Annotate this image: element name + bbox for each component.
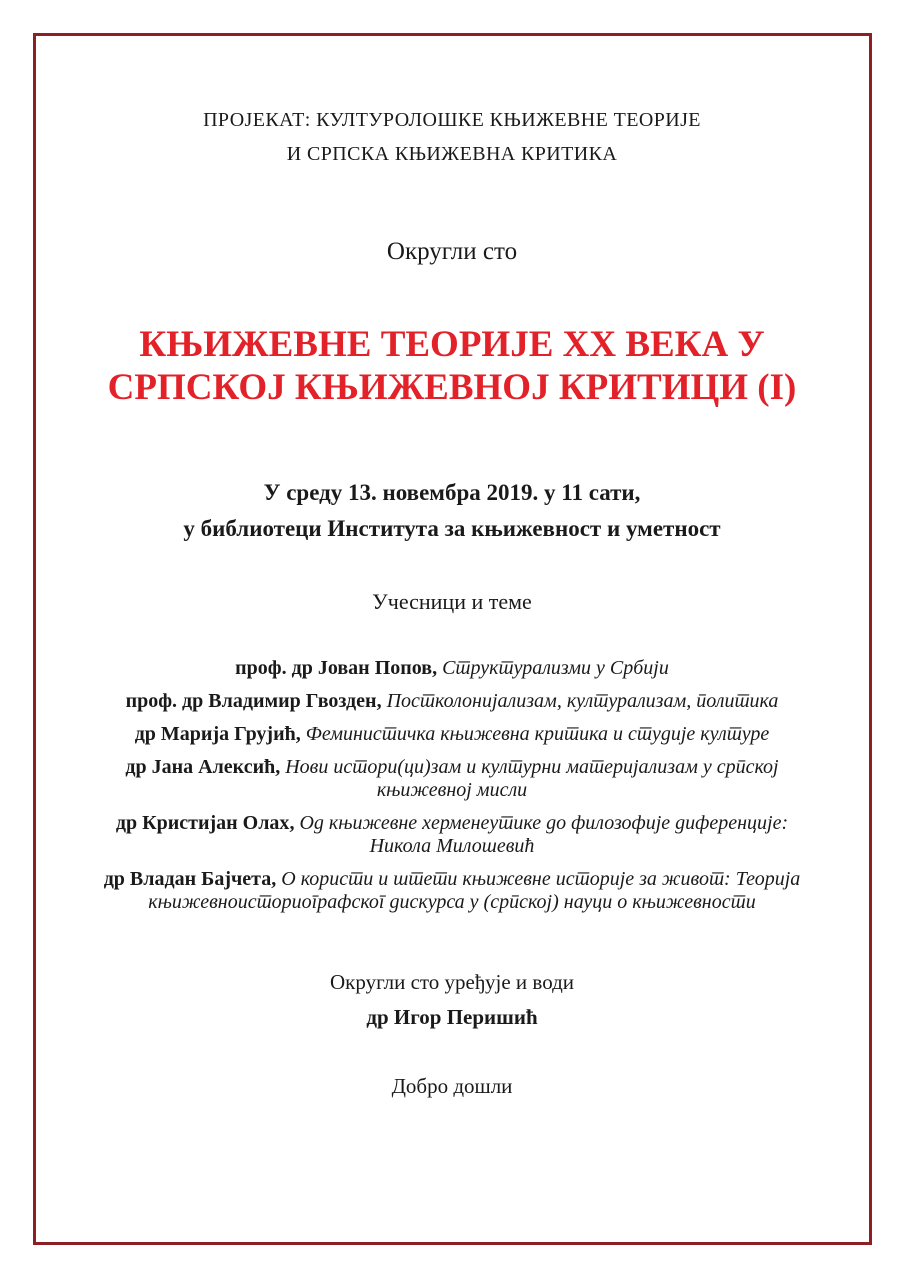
participant-topic: Од књижевне херменеутике до филозофије диференције: Никола Милошевић — [299, 812, 789, 857]
participant-entry — [100, 756, 804, 802]
name-topic-separator: , — [295, 723, 301, 745]
participant-topic: Феминистичка књижевна критика и студије културе — [305, 723, 770, 745]
event-type-label: Округли сто — [386, 238, 518, 265]
name-topic-separator: , — [275, 756, 281, 778]
participants-heading: Учесници и теме — [372, 589, 532, 614]
moderator-name: др Игор Перишић — [366, 1005, 538, 1029]
participant-entry — [100, 723, 804, 746]
participant-entry — [100, 657, 804, 680]
event-location: у библиотеци Института за књижевност и уметност — [183, 516, 721, 541]
main-title-line-1: КЊИЖЕВНЕ ТЕОРИЈЕ XX ВЕКА У — [139, 324, 765, 365]
participant-name: др Јана Алексић — [125, 756, 276, 778]
participant-topic: Нови истори(ци)зам и културни материјализам у српској књижевној мисли — [285, 756, 779, 801]
moderator-label: Округли сто уређује и води — [329, 970, 575, 994]
participant-name: др Марија Грујић — [134, 723, 296, 745]
participant-name: проф. др Јован Попов — [235, 657, 433, 679]
participant-entry — [100, 868, 804, 914]
participant-topic: О користи и штети књижевне историје за живот: Теорија књижевноисториографског дискурса у (српској) науци о књижевности — [148, 868, 801, 913]
document-content — [100, 0, 804, 1099]
name-topic-separator: , — [376, 690, 382, 712]
event-datetime: У среду 13. новембра 2019. у 11 сати, — [263, 480, 641, 505]
participant-name: др Владан Бајчета — [103, 868, 272, 890]
participant-name: проф. др Владимир Гвозден — [125, 690, 377, 712]
name-topic-separator: , — [432, 657, 438, 679]
main-title — [100, 323, 804, 409]
participant-entry — [100, 690, 804, 713]
participant-topic: Структурализми у Србији — [442, 657, 669, 679]
name-topic-separator: , — [271, 868, 277, 890]
participant-topic: Постколонијализам, културализам, политика — [386, 690, 779, 712]
project-title-line-1: ПРОЈЕКАТ: КУЛТУРОЛОШКЕ КЊИЖЕВНЕ ТЕОРИЈЕ — [203, 109, 701, 131]
main-title-line-2: СРПСКОЈ КЊИЖЕВНОЈ КРИТИЦИ (I) — [107, 367, 797, 408]
participant-name: др Кристијан Олах — [115, 812, 290, 834]
welcome-message: Добро дошли — [391, 1074, 513, 1098]
name-topic-separator: , — [289, 812, 295, 834]
participant-entry — [100, 812, 804, 858]
participants-list — [100, 657, 804, 914]
project-title-line-2: И СРПСКА КЊИЖЕВНА КРИТИКА — [286, 143, 618, 165]
